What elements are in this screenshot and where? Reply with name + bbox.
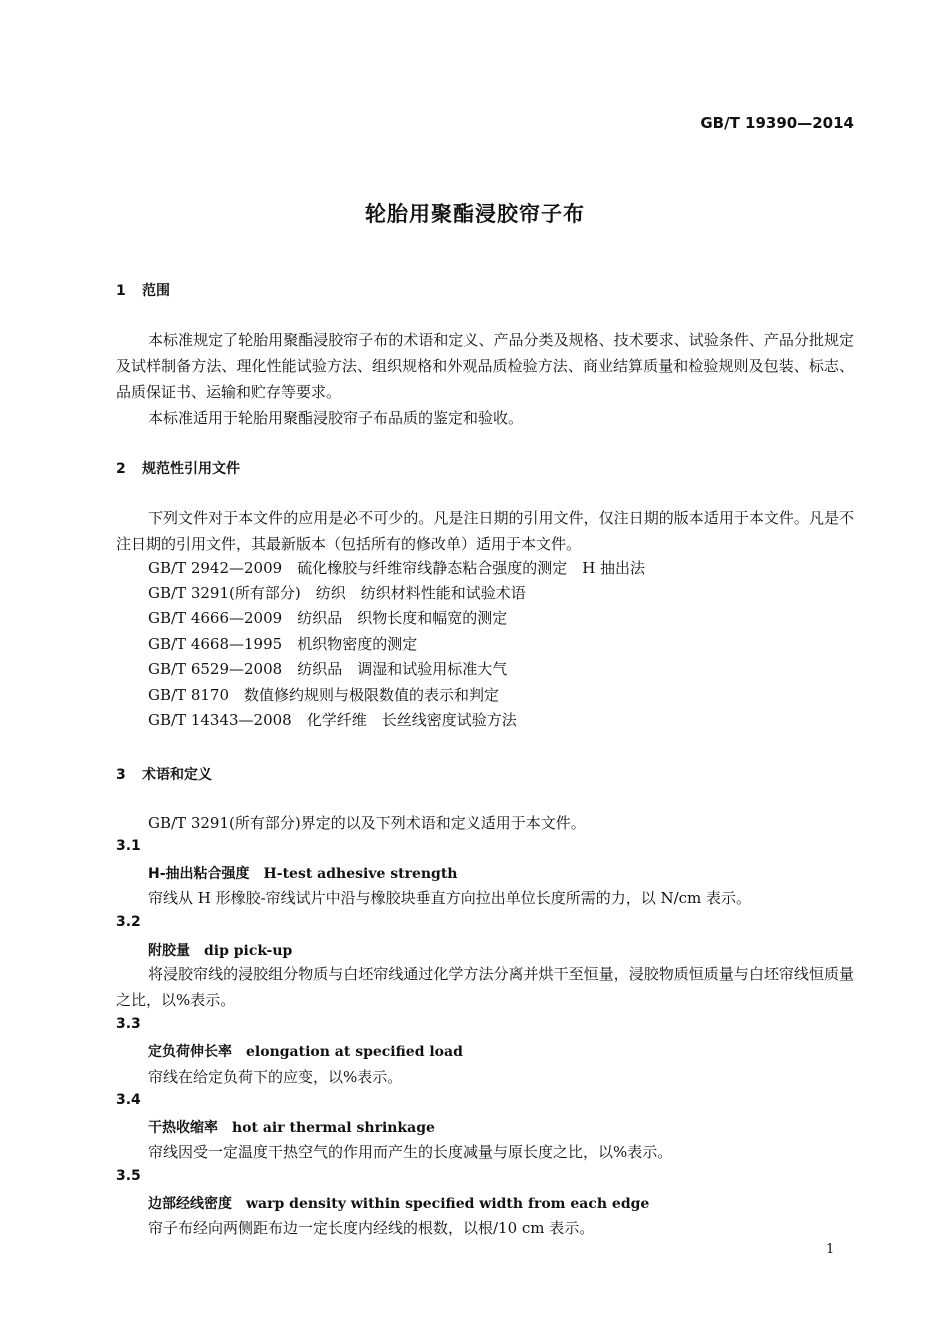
reference-item <box>148 557 645 578</box>
term-number: 3.5 <box>116 1168 141 1184</box>
reference-item <box>148 684 499 705</box>
term-name-zh: 定负荷伸长率 <box>148 1044 232 1060</box>
term-name-en: H-test adhesive strength <box>263 866 458 882</box>
reference-title: 机织物密度的测定 <box>297 635 418 653</box>
reference-code: GB/T 14343—2008 <box>148 711 292 729</box>
reference-item <box>148 582 526 603</box>
page-number: 1 <box>826 1242 835 1257</box>
term-number: 3.4 <box>116 1092 141 1108</box>
term-number: 3.2 <box>116 914 141 930</box>
document-title: 轮胎用聚酯浸胶帘子布 <box>365 202 585 226</box>
section-title: 术语和定义 <box>142 767 212 783</box>
section-number: 1 <box>116 283 126 299</box>
term-heading <box>148 1117 435 1137</box>
term-name-en: hot air thermal shrinkage <box>232 1120 435 1136</box>
reference-title: 硫化橡胶与纤维帘线静态粘合强度的测定 H 抽出法 <box>297 559 646 577</box>
term-name-en: elongation at specified load <box>246 1044 463 1060</box>
reference-title: 纺织品 调湿和试验用标准大气 <box>297 660 508 678</box>
term-definition: 帘子布经向两侧距布边一定长度内经线的根数，以根/10 cm 表示。 <box>148 1219 595 1237</box>
section-heading-scope <box>116 280 170 300</box>
section-heading-terms <box>116 764 212 784</box>
reference-item <box>148 658 507 679</box>
term-definition: 帘线因受一定温度干热空气的作用而产生的长度减量与原长度之比，以%表示。 <box>148 1143 673 1161</box>
terms-intro: GB/T 3291(所有部分)界定的以及下列术语和定义适用于本文件。 <box>148 814 586 832</box>
term-definition: 帘线从 H 形橡胶-帘线试片中沿与橡胶块垂直方向拉出单位长度所需的力，以 N/cm 表示。 <box>148 889 752 907</box>
term-name-zh: 附胶量 <box>148 943 190 959</box>
section-heading-normative-references <box>116 458 240 478</box>
reference-title: 化学纤维 长丝线密度试验方法 <box>306 711 517 729</box>
reference-code: GB/T 4666—2009 <box>148 609 283 627</box>
term-number: 3.3 <box>116 1016 141 1032</box>
section-title: 规范性引用文件 <box>142 461 240 477</box>
scope-paragraph-1: 本标准规定了轮胎用聚酯浸胶帘子布的术语和定义、产品分类及规格、技术要求、试验条件、产品分批规定及试样制备方法、理化性能试验方法、组织规格和外观品质检验方法、商业结算质量和检验规则及包装、标志、品质保证书、运输和贮存等要求。 <box>116 331 854 401</box>
reference-title: 纺织 纺织材料性能和试验术语 <box>315 584 526 602</box>
reference-code: GB/T 2942—2009 <box>148 559 283 577</box>
term-name-en: warp density within specified width from each edge <box>246 1196 650 1212</box>
section-title: 范围 <box>142 283 170 299</box>
reference-title: 纺织品 织物长度和幅宽的测定 <box>297 609 508 627</box>
term-name-zh: 干热收缩率 <box>148 1120 218 1136</box>
section-number: 3 <box>116 767 126 783</box>
term-heading <box>148 1193 649 1213</box>
term-heading <box>148 863 457 883</box>
term-heading <box>148 940 292 960</box>
reference-code: GB/T 3291(所有部分) <box>148 584 301 602</box>
term-definition: 将浸胶帘线的浸胶组分物质与白坯帘线通过化学方法分离并烘干至恒量，浸胶物质恒质量与白坯帘线恒质量之比，以%表示。 <box>116 965 854 1009</box>
term-name-zh: H-抽出粘合强度 <box>148 866 250 882</box>
reference-code: GB/T 6529—2008 <box>148 660 283 678</box>
reference-code: GB/T 4668—1995 <box>148 635 283 653</box>
standard-code: GB/T 19390—2014 <box>700 114 854 132</box>
reference-title: 数值修约规则与极限数值的表示和判定 <box>244 686 500 704</box>
references-intro: 下列文件对于本文件的应用是必不可少的。凡是注日期的引用文件，仅注日期的版本适用于本文件。凡是不注日期的引用文件，其最新版本（包括所有的修改单）适用于本文件。 <box>116 509 854 553</box>
term-heading <box>148 1041 463 1061</box>
reference-item <box>148 607 507 628</box>
reference-item <box>148 709 517 730</box>
term-name-en: dip pick-up <box>204 943 293 959</box>
section-number: 2 <box>116 461 126 477</box>
reference-item <box>148 633 417 654</box>
term-number: 3.1 <box>116 838 141 854</box>
term-name-zh: 边部经线密度 <box>148 1196 232 1212</box>
reference-code: GB/T 8170 <box>148 686 230 704</box>
scope-paragraph-2: 本标准适用于轮胎用聚酯浸胶帘子布品质的鉴定和验收。 <box>148 409 524 427</box>
term-definition: 帘线在给定负荷下的应变，以%表示。 <box>148 1068 403 1086</box>
